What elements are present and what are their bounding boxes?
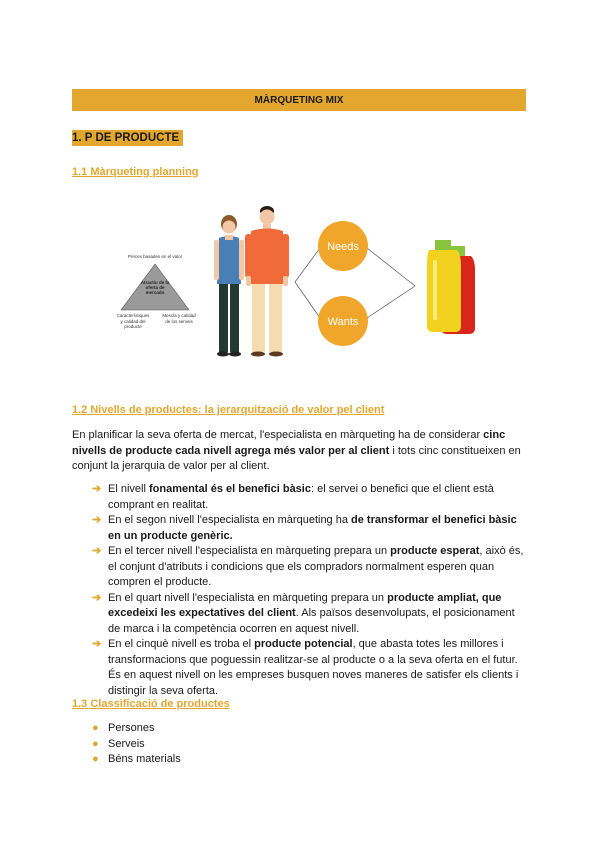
pyramid-right-label: Mescla y calidad de los serveis (162, 313, 196, 324)
bullet-icon: ● (92, 753, 99, 765)
classification-list (92, 721, 181, 768)
level-text: En el quart nivell l'especialista en màrqueting prepara un (108, 591, 388, 604)
arrow-icon: ➔ (92, 638, 102, 650)
level-text: En el cinquè nivell es troba el (108, 638, 255, 650)
level-bold: de transformar el benefici bàsic en un producte genèric. (108, 514, 517, 542)
level-bold: fonamental és el benefici bàsic (148, 483, 311, 495)
list-item (92, 737, 181, 753)
list-item (92, 513, 528, 544)
wants-label: Wants (327, 316, 359, 328)
list-item (92, 752, 181, 768)
intro-paragraph (72, 428, 527, 475)
list-item (92, 591, 528, 638)
level-text: En el segon nivell l'especialista en màrqueting ha (108, 514, 352, 526)
needs-label: Needs (327, 241, 359, 253)
classification-item: Béns materials (108, 753, 181, 765)
list-item (92, 482, 528, 513)
woman-illustration (214, 215, 244, 357)
arrow-icon: ➔ (92, 591, 102, 604)
marketing-figure (115, 180, 495, 365)
classification-item: Persones (108, 722, 155, 734)
pyramid-left-label: Característiques y calidad del producte (116, 313, 150, 329)
arrow-icon: ➔ (92, 514, 102, 526)
arrow-icon: ➔ (92, 545, 102, 557)
value-pyramid (115, 254, 197, 337)
man-illustration (245, 206, 289, 357)
subheading-marketing-planning: 1.1 Màrqueting planning (72, 166, 199, 178)
bullet-icon: ● (92, 722, 99, 734)
level-bold: producte ampliat, que excedeixi les expectatives del client (108, 591, 502, 619)
intro-text-c: i tots cinc constitueixen en conjunt la jerarquia de valor per al client. (72, 444, 521, 472)
classification-item: Serveis (108, 737, 145, 750)
subheading-product-classification: 1.3 Classificació de productes (72, 698, 230, 710)
bullet-icon: ● (92, 737, 99, 750)
pyramid-top-label: Preces basades en el valor (127, 254, 183, 259)
product-levels-list (92, 482, 528, 699)
bottles-illustration (427, 240, 475, 334)
intro-text-bold: cinc nivells de producte cada nivell agrega més valor per al client (72, 429, 506, 457)
list-item (92, 544, 528, 591)
list-item (92, 637, 528, 699)
document-banner: MÀRQUETING MIX (72, 89, 526, 111)
level-bold: producte esperat (390, 545, 480, 557)
level-bold: producte potencial (254, 638, 353, 650)
subheading-product-levels: 1.2 Nivells de productes: la jerarquització de valor pel client (72, 404, 385, 416)
intro-text-a: En planificar la seva oferta de mercat, l'especialista en màrqueting ha de considerar (72, 429, 484, 441)
level-text: , això és, el conjunt d'atributs i condicions que els compradors normalment esperen quan compren el producte. (108, 545, 524, 588)
level-text: . Als països desenvolupats, el posicionament de marca i la competència ocorren en aquest nivell. (108, 607, 515, 635)
pyramid-center-label: Atractiu de la oferta de mercado (140, 280, 170, 295)
section-heading-product: 1. P DE PRODUCTE (72, 130, 183, 146)
level-text: En el tercer nivell l'especialista en màrqueting prepara un (108, 545, 391, 557)
list-item (92, 721, 181, 737)
level-text: El nivell (108, 483, 149, 495)
level-text: : el servei o benefici que el client està comprant en realitat. (108, 483, 494, 511)
level-text: , que abasta totes les millores i transformacions que poguessin realitzar-se al producte o a la seva oferta en el futur. És en aquest nivell on les empreses busquen noves maneres de satisfer els clients i distingir la seva oferta. (108, 638, 519, 697)
arrow-icon: ➔ (92, 483, 102, 495)
